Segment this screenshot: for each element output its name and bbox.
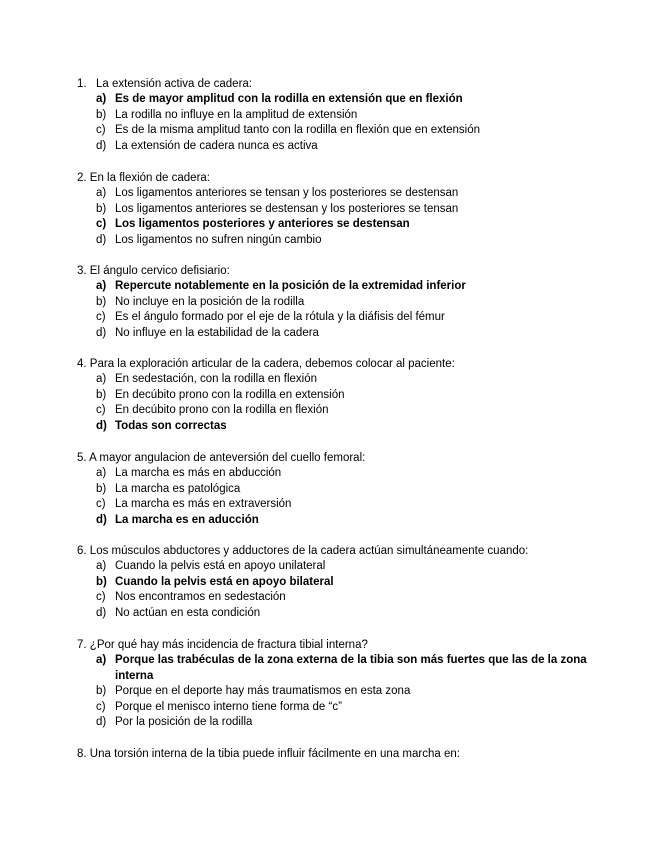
option-text: Porque el menisco interno tiene forma de “c”	[115, 700, 342, 713]
option-letter: b)	[96, 108, 107, 121]
option-d	[77, 233, 597, 249]
option-letter: a)	[96, 654, 107, 666]
option-letter: b)	[96, 295, 107, 308]
option-letter: d)	[96, 139, 107, 152]
option-letter: c)	[96, 404, 106, 416]
option-c	[77, 123, 597, 139]
option-a	[77, 92, 597, 108]
option-text: La marcha es más en abducción	[115, 467, 282, 479]
option-text: Los ligamentos anteriores se tensan y los posteriores se destensan	[115, 187, 459, 199]
question-8	[77, 746, 597, 762]
option-c	[77, 310, 597, 326]
question-text: ¿Por qué hay más incidencia de fractura tibial interna?	[89, 639, 368, 651]
option-a	[77, 653, 597, 684]
option-text: La extensión de cadera nunca es activa	[115, 139, 318, 152]
option-letter: d)	[96, 233, 107, 246]
option-letter: d)	[96, 326, 107, 339]
option-d	[77, 513, 597, 529]
options-list	[77, 466, 597, 528]
option-b	[77, 388, 597, 404]
question-number: 2.	[77, 172, 87, 184]
option-letter: b)	[96, 482, 107, 495]
option-d	[77, 419, 597, 435]
option-letter: c)	[96, 591, 106, 603]
options-list	[77, 92, 597, 154]
option-letter: b)	[96, 685, 107, 697]
option-a	[77, 186, 597, 202]
option-c	[77, 700, 597, 716]
option-c	[77, 497, 597, 513]
option-text: En decúbito prono con la rodilla en flexión	[115, 404, 329, 416]
question-stem	[77, 543, 597, 559]
options-list	[77, 186, 597, 248]
question-text: En la flexión de cadera:	[89, 172, 210, 184]
question-text: A mayor angulacion de anteversión del cuello femoral:	[89, 452, 366, 464]
options-list	[77, 653, 597, 731]
question-number: 7.	[77, 639, 87, 651]
question-stem	[77, 746, 597, 762]
option-text: Cuando la pelvis está en apoyo bilateral	[115, 575, 334, 588]
option-b	[77, 295, 597, 311]
options-list	[77, 372, 597, 434]
option-c	[77, 217, 597, 233]
option-text: Los ligamentos posteriores y anteriores se destensan	[115, 218, 410, 230]
question-2	[77, 170, 597, 248]
question-text: Los músculos abductores y adductores de la cadera actúan simultáneamente cuando:	[89, 545, 529, 557]
option-letter: a)	[96, 373, 107, 385]
option-text: Es el ángulo formado por el eje de la rótula y la diáfisis del fémur	[115, 311, 445, 323]
option-letter: c)	[96, 311, 106, 323]
option-letter: d)	[96, 606, 107, 619]
question-text: El ángulo cervico defisiario:	[89, 265, 230, 277]
option-letter: d)	[96, 513, 107, 526]
option-text: La marcha es más en extraversión	[115, 498, 292, 510]
option-letter: a)	[96, 93, 107, 105]
question-stem	[77, 450, 597, 466]
question-number: 3.	[77, 265, 87, 277]
question-5	[77, 450, 597, 528]
option-text: Todas son correctas	[115, 419, 227, 432]
option-text: Es de mayor amplitud con la rodilla en extensión que en flexión	[115, 93, 463, 105]
question-1	[77, 76, 597, 154]
option-c	[77, 403, 597, 419]
option-letter: a)	[96, 560, 107, 572]
option-text: La rodilla no influye en la amplitud de extensión	[115, 108, 358, 121]
option-text: En sedestación, con la rodilla en flexión	[115, 373, 318, 385]
option-letter: b)	[96, 575, 107, 588]
option-letter: b)	[96, 202, 107, 215]
option-letter: c)	[96, 218, 107, 230]
option-text: No actúan en esta condición	[115, 606, 261, 619]
question-stem	[77, 76, 597, 92]
option-text: No influye en la estabilidad de la cadera	[115, 326, 319, 339]
option-b	[77, 482, 597, 498]
option-text: En decúbito prono con la rodilla en extensión	[115, 388, 345, 401]
question-6	[77, 543, 597, 621]
question-stem	[77, 356, 597, 372]
option-letter: b)	[96, 388, 107, 401]
option-text: Porque en el deporte hay más traumatismos en esta zona	[115, 685, 411, 697]
option-text: Cuando la pelvis está en apoyo unilateral	[115, 560, 326, 572]
option-b	[77, 202, 597, 218]
option-a	[77, 466, 597, 482]
question-text: Una torsión interna de la tibia puede influir fácilmente en una marcha en:	[89, 748, 460, 760]
option-letter: a)	[96, 467, 107, 479]
question-text: La extensión activa de cadera:	[96, 78, 252, 90]
option-b	[77, 575, 597, 591]
question-stem	[77, 263, 597, 279]
option-text: La marcha es patológica	[115, 482, 241, 495]
option-text: Los ligamentos no sufren ningún cambio	[115, 233, 322, 246]
option-b	[77, 684, 597, 700]
question-number: 6.	[77, 545, 87, 557]
option-c	[77, 590, 597, 606]
option-text: Los ligamentos anteriores se destensan y los posteriores se tensan	[115, 202, 459, 215]
option-text: Nos encontramos en sedestación	[115, 591, 286, 603]
option-a	[77, 279, 597, 295]
question-number: 8.	[77, 748, 87, 760]
option-letter: c)	[96, 124, 106, 136]
option-text: La marcha es en aducción	[115, 513, 259, 526]
question-3	[77, 263, 597, 341]
option-letter: d)	[96, 716, 107, 728]
question-number: 4.	[77, 358, 87, 370]
option-a	[77, 559, 597, 575]
option-letter: c)	[96, 700, 106, 713]
option-letter: a)	[96, 280, 107, 292]
question-7	[77, 637, 597, 731]
option-d	[77, 606, 597, 622]
option-text: Es de la misma amplitud tanto con la rodilla en flexión que en extensión	[115, 124, 481, 136]
option-d	[77, 715, 597, 731]
option-d	[77, 326, 597, 342]
question-stem	[77, 170, 597, 186]
option-letter: d)	[96, 419, 107, 432]
question-number: 5.	[77, 452, 87, 464]
option-text: Porque las trabéculas de la zona externa de la tibia son más fuertes que las de la zona interna	[115, 654, 587, 682]
option-b	[77, 108, 597, 124]
option-a	[77, 372, 597, 388]
question-stem	[77, 637, 597, 653]
option-letter: c)	[96, 498, 106, 510]
option-text: No incluye en la posición de la rodilla	[115, 295, 305, 308]
options-list	[77, 559, 597, 621]
question-text: Para la exploración articular de la cadera, debemos colocar al paciente:	[89, 358, 455, 370]
option-d	[77, 139, 597, 155]
option-letter: a)	[96, 187, 107, 199]
question-number: 1.	[77, 78, 87, 90]
option-text: Por la posición de la rodilla	[115, 716, 253, 728]
options-list	[77, 279, 597, 341]
question-4	[77, 356, 597, 434]
option-text: Repercute notablemente en la posición de la extremidad inferior	[115, 280, 466, 292]
